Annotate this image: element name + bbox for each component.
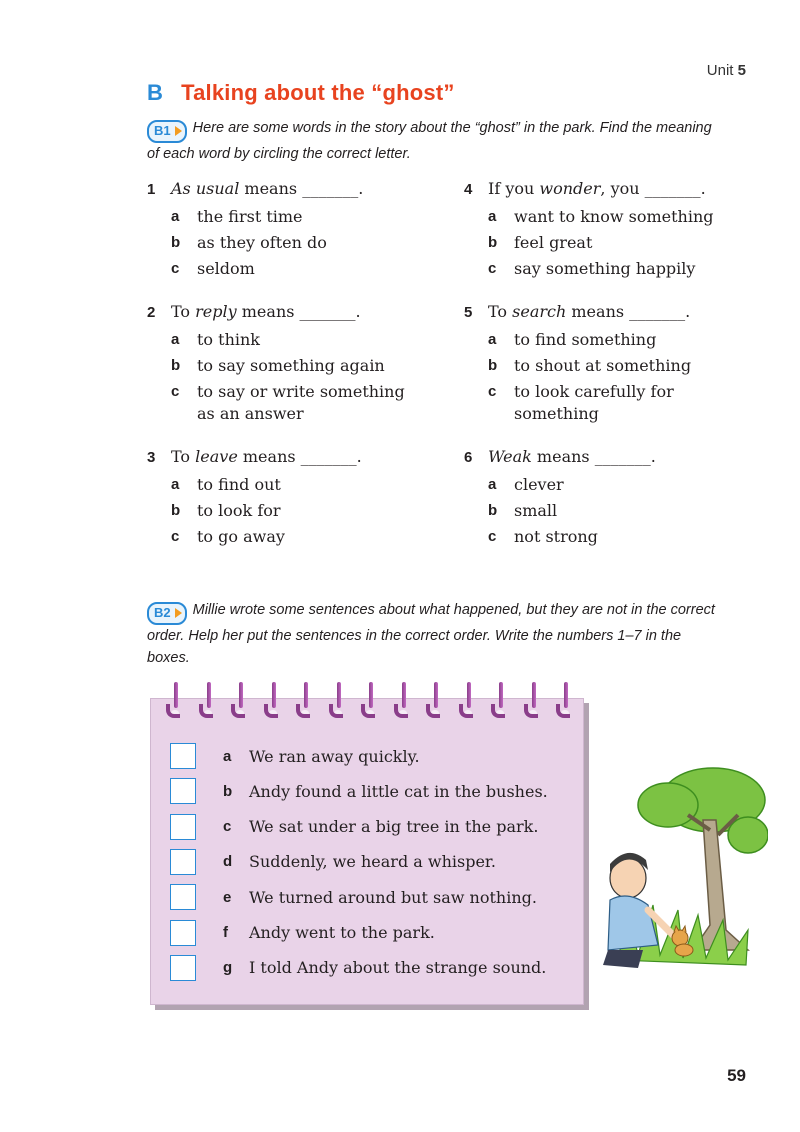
option-b[interactable]	[488, 355, 754, 377]
option-b[interactable]	[488, 500, 754, 522]
question-stem	[147, 444, 437, 470]
play-triangle-icon	[175, 126, 182, 136]
option-b[interactable]	[171, 500, 437, 522]
option-text: clever	[514, 475, 564, 494]
option-text: to find something	[514, 330, 657, 349]
question-number: 3	[147, 449, 156, 466]
option-c[interactable]	[488, 381, 754, 425]
sentence-text: We sat under a big tree in the park.	[249, 817, 539, 837]
sentence-text: We ran away quickly.	[249, 746, 420, 766]
spiral-ring	[367, 682, 375, 718]
question-suffix: means _______.	[531, 447, 656, 466]
question-number: 1	[147, 181, 156, 198]
sentence-text: Andy went to the park.	[249, 923, 435, 942]
question-options	[147, 474, 437, 548]
option-text: to find out	[197, 475, 281, 494]
boy-with-kitten-illustration	[598, 760, 768, 975]
notebook-rings	[160, 682, 580, 722]
option-letter[interactable]: a	[488, 208, 497, 225]
question-stem	[147, 176, 437, 202]
option-letter[interactable]: c	[488, 260, 497, 277]
option-a[interactable]	[171, 474, 437, 496]
b1-badge: B1	[147, 120, 187, 143]
question-stem	[464, 299, 754, 325]
spiral-ring	[465, 682, 473, 718]
question-number: 5	[464, 304, 473, 321]
option-a[interactable]	[488, 206, 754, 228]
question-options	[147, 329, 437, 425]
question-keyword: leave	[195, 447, 238, 466]
spiral-ring	[237, 682, 245, 718]
option-text: to say or write something as an answer	[197, 382, 405, 423]
question-5	[464, 299, 754, 425]
spiral-ring	[497, 682, 505, 718]
answer-box[interactable]	[170, 920, 196, 946]
question-options	[464, 329, 754, 425]
option-b[interactable]	[171, 355, 437, 377]
question-keyword: As usual	[171, 179, 240, 198]
question-prefix: To	[171, 447, 196, 466]
option-letter[interactable]: a	[171, 476, 180, 493]
question-prefix: To	[488, 302, 513, 321]
sentence-letter: d	[223, 853, 233, 871]
spiral-ring	[530, 682, 538, 718]
option-letter[interactable]: b	[488, 234, 498, 251]
option-letter[interactable]: c	[488, 383, 497, 400]
option-letter[interactable]: a	[488, 476, 497, 493]
b2-badge: B2	[147, 602, 187, 625]
option-a[interactable]	[488, 329, 754, 351]
question-keyword: wonder	[539, 179, 601, 198]
answer-box[interactable]	[170, 814, 196, 840]
question-2	[147, 299, 437, 425]
option-c[interactable]	[171, 258, 437, 280]
option-letter[interactable]: b	[488, 502, 498, 519]
question-stem	[147, 299, 437, 325]
option-letter[interactable]: b	[488, 357, 498, 374]
option-c[interactable]	[171, 381, 437, 425]
option-letter[interactable]: c	[488, 528, 497, 545]
b2-instruction: B2 Millie wrote some sentences about what happened, but they are not in the correct order. Help her put the sentences in the correct order. Write the numbers 1–7 in the boxes.	[147, 602, 715, 666]
option-text: to say something again	[197, 356, 385, 375]
sentence-row	[170, 741, 420, 771]
question-suffix: means _______.	[566, 302, 691, 321]
option-c[interactable]	[488, 258, 754, 280]
option-letter[interactable]: a	[488, 331, 497, 348]
sentence-letter: b	[223, 782, 233, 800]
b1-instruction: B1 Here are some words in the story about the “ghost” in the park. Find the meaning of each word by circling the correct letter.	[147, 120, 712, 162]
option-text: not strong	[514, 527, 598, 546]
question-1	[147, 176, 437, 280]
question-4	[464, 176, 754, 280]
unit-label: Unit 5	[706, 62, 746, 79]
question-number: 6	[464, 449, 473, 466]
spiral-ring	[172, 682, 180, 718]
sentence-letter: c	[223, 818, 232, 836]
answer-box[interactable]	[170, 778, 196, 804]
question-prefix: To	[171, 302, 196, 321]
question-6	[464, 444, 754, 548]
question-options	[464, 474, 754, 548]
question-suffix: means _______.	[236, 302, 361, 321]
option-b[interactable]	[488, 232, 754, 254]
sentence-row	[170, 776, 548, 806]
option-text: the first time	[197, 207, 303, 226]
question-number: 4	[464, 181, 473, 198]
answer-box[interactable]	[170, 955, 196, 981]
option-text: to look for	[197, 501, 281, 520]
play-triangle-icon	[175, 608, 182, 618]
question-suffix: means _______.	[237, 447, 362, 466]
question-options	[147, 206, 437, 280]
sentence-text: Suddenly, we heard a whisper.	[249, 852, 496, 872]
option-a[interactable]	[171, 206, 437, 228]
spiral-ring	[432, 682, 440, 718]
answer-box[interactable]	[170, 743, 196, 769]
option-letter[interactable]: b	[171, 357, 181, 374]
option-text: seldom	[197, 259, 255, 278]
option-letter[interactable]: c	[171, 383, 180, 400]
sentence-text: We turned around but saw nothing.	[249, 887, 537, 907]
sentence-row	[170, 882, 537, 912]
sentence-letter: a	[223, 747, 232, 765]
option-a[interactable]	[488, 474, 754, 496]
unit-number: 5	[737, 62, 746, 79]
page-number: 59	[727, 1066, 746, 1085]
sentence-letter: g	[223, 959, 233, 977]
option-text: to think	[197, 330, 260, 349]
option-c[interactable]	[488, 526, 754, 548]
section-title-text: Talking about the “ghost”	[181, 80, 455, 105]
option-text: want to know something	[514, 207, 714, 226]
option-b[interactable]	[171, 232, 437, 254]
option-text: as they often do	[197, 233, 327, 252]
question-keyword: reply	[195, 302, 237, 321]
option-text: say something happily	[514, 259, 696, 278]
option-letter[interactable]: c	[171, 260, 180, 277]
sentence-row	[170, 812, 538, 842]
question-keyword: search	[512, 302, 567, 321]
option-letter[interactable]: a	[171, 208, 180, 225]
sentence-row	[170, 847, 496, 877]
question-keyword: Weak	[488, 447, 532, 466]
sentence-row	[170, 918, 435, 948]
spiral-ring	[205, 682, 213, 718]
question-suffix: , you _______.	[600, 179, 706, 198]
option-letter[interactable]: a	[171, 331, 180, 348]
tree-foliage	[638, 768, 768, 853]
question-3	[147, 444, 437, 548]
sentence-letter: e	[223, 888, 232, 906]
option-text: to shout at something	[514, 356, 692, 375]
question-prefix: If you	[488, 179, 540, 198]
question-options	[464, 206, 754, 280]
option-a[interactable]	[171, 329, 437, 351]
option-letter[interactable]: b	[171, 234, 181, 251]
sentence-letter: f	[223, 924, 228, 941]
sentence-text: Andy found a little cat in the bushes.	[249, 781, 548, 801]
question-stem	[464, 444, 754, 470]
spiral-ring	[270, 682, 278, 718]
question-stem	[464, 176, 754, 202]
option-text: small	[514, 501, 558, 520]
section-letter: B	[147, 80, 164, 105]
spiral-ring	[302, 682, 310, 718]
sentence-row	[170, 953, 546, 983]
answer-box[interactable]	[170, 884, 196, 910]
option-text: to go away	[197, 527, 285, 546]
option-text: feel great	[514, 233, 593, 252]
question-number: 2	[147, 304, 156, 321]
spiral-ring	[335, 682, 343, 718]
spiral-ring	[562, 682, 570, 718]
option-letter[interactable]: b	[171, 502, 181, 519]
spiral-ring	[400, 682, 408, 718]
sentence-text: I told Andy about the strange sound.	[249, 958, 547, 978]
question-suffix: means _______.	[239, 179, 364, 198]
section-title	[147, 80, 455, 106]
answer-box[interactable]	[170, 849, 196, 875]
option-text: to look carefully for something	[514, 382, 674, 423]
option-letter[interactable]: c	[171, 528, 180, 545]
option-c[interactable]	[171, 526, 437, 548]
